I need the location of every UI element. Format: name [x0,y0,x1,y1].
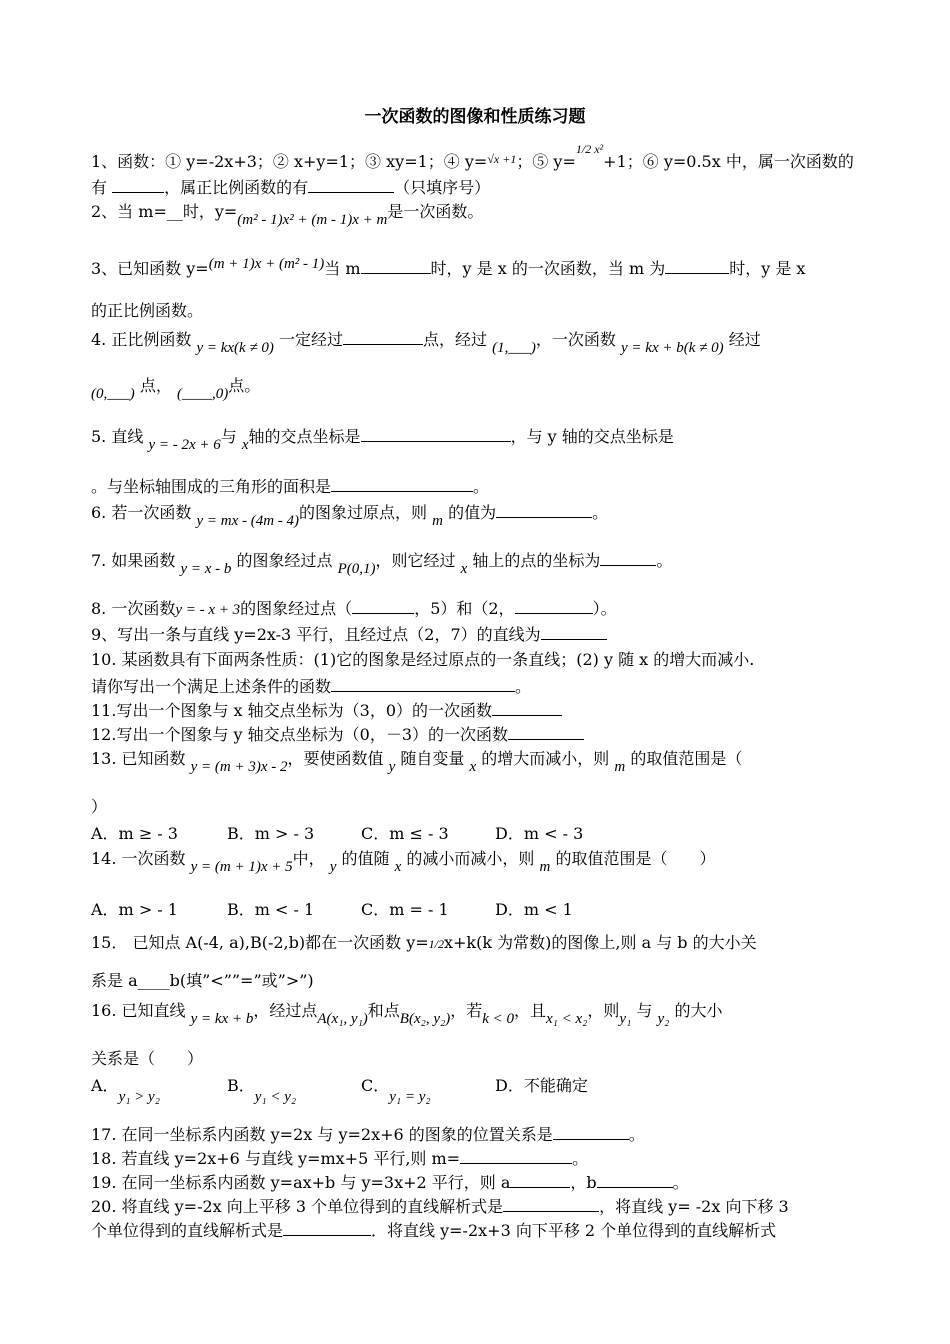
answer-blank[interactable] [308,177,394,193]
answer-blank[interactable] [510,1172,570,1188]
option-c[interactable]: C．y₁ = y₂ [361,1076,431,1105]
answer-blank[interactable] [553,1124,629,1140]
question-9: 9、写出一条与直线 y=2x-3 平行，且经过点（2，7）的直线为 [91,624,607,645]
answer-blank[interactable] [331,476,473,492]
page-title: 一次函数的图像和性质练习题 [364,107,586,127]
question-1-line-2: 有 ，属正比例函数的有 （只填序号） [91,178,491,197]
question-17: 17. 在同一坐标系内函数 y=2x 与 y=2x+6 的图象的位置关系是 。 [91,1125,645,1144]
question-16: 16. 已知直线 y = kx + b，经过点A(x₁, y₁)和点B(x₂, y₂)，若k < 0，且x₁ < x₂，则y₁ 与 y₂ 的大小 [91,1001,723,1027]
option-a[interactable]: A．y₁ > y₂ [91,1076,160,1105]
question-5-line-1: 5. 直线 y = - 2x + 6与 x轴的交点坐标是 ，与 y 轴的交点坐标是 [91,427,674,453]
question-13-options [91,824,583,844]
option-b[interactable]: B．y₁ < y₂ [227,1076,297,1105]
option-c[interactable]: C．m = - 1 [361,900,449,919]
question-18: 18. 若直线 y=2x+6 与直线 y=mx+5 平行,则 m= 。 [91,1149,589,1168]
question-1-line-1: 1、函数：① y=-2x+3；② x+y=1；③ xy=1；④ y=$^{√x +1}$；⑤ y=$^{1/2 x^2}$+1；⑥ y=0.5x 中，属一次函数的 [91,142,854,171]
answer-blank[interactable] [597,1172,673,1188]
answer-blank[interactable] [361,426,511,442]
option-c[interactable]: C．m ≤ - 3 [361,824,449,843]
question-13-close: ） [91,797,108,816]
question-10-line-1: 10. 某函数具有下面两条性质：(1)它的图象是经过原点的一条直线；(2) y 随 x 的增大而减小. [91,650,755,669]
question-19: 19. 在同一坐标系内函数 y=ax+b 与 y=3x+2 平行，则 a ，b 。 [91,1173,689,1192]
answer-blank[interactable] [331,676,515,692]
answer-blank[interactable] [665,258,729,274]
option-d[interactable]: D．m < 1 [495,900,573,919]
option-b[interactable]: B．m < - 1 [227,900,315,919]
question-20-line-1: 20. 将直线 y=-2x 向上平移 3 个单位得到的直线解析式是 ，将直线 y= -2x 向下移 3 [91,1197,789,1216]
question-13: 13. 已知函数 y = (m + 3)x - 2，要使函数值 y 随自变量 x 的增大而减小，则 m 的取值范围是（ [91,749,743,775]
answer-blank[interactable] [515,598,593,614]
question-10-line-2: 请你写出一个满足上述条件的函数 。 [91,677,532,696]
question-4-line-1: 4. 正比例函数 y = kx(k ≠ 0) 一定经过 点，经过 (1,___)，一次函数 y = kx + b(k ≠ 0) 经过 [91,330,761,356]
answer-blank[interactable] [496,502,592,518]
option-d[interactable]: D．不能确定 [495,1076,588,1095]
question-2: 2、当 m=__时，y=(m² - 1)x² + (m - 1)x + m是一次函数。 [91,202,484,228]
question-14-options [91,900,573,920]
question-20-line-2: 个单位得到的直线解析式是 ．将直线 y=-2x+3 向下平移 2 个单位得到的直线解析式 [91,1221,777,1240]
question-6: 6. 若一次函数 y = mx - (4m - 4)的图象过原点，则 m 的值为 。 [91,503,609,529]
question-16-line-2: 关系是（ ） [91,1049,204,1068]
question-15-line-2: 系是 a____b(填”<””=”或”>”) [91,971,314,990]
answer-blank[interactable] [541,624,607,640]
answer-blank[interactable] [460,1148,572,1164]
question-16-options [91,1076,588,1105]
answer-blank[interactable] [352,598,414,614]
answer-blank[interactable] [343,329,423,345]
answer-blank[interactable] [492,700,562,716]
question-7: 7. 如果函数 y = x - b 的图象经过点 P(0,1)，则它经过 x 轴上的点的坐标为 。 [91,551,673,577]
question-4-line-2: (0,___) 点， (____,0)点。 [91,376,261,402]
option-a[interactable]: A．m > - 1 [91,900,178,919]
option-a[interactable]: A．m ≥ - 3 [91,824,178,843]
question-3-line-1: 3、已知函数 y=(m + 1)x + (m² - 1)当 m 时，y 是 x 的一次函数，当 m 为 时，y 是 x [91,256,806,278]
answer-blank[interactable] [600,550,656,566]
answer-blank[interactable] [361,258,431,274]
question-3-line-2: 的正比例函数。 [91,301,204,320]
question-11: 11.写出一个图象与 x 轴交点坐标为（3，0）的一次函数 [91,700,562,721]
question-8: 8. 一次函数y = - x + 3的图象经过点（ ，5）和（2， ）。 [91,599,617,618]
question-5-line-2: 。与坐标轴围成的三角形的面积是 。 [91,477,490,496]
option-b[interactable]: B．m > - 3 [227,824,315,843]
question-12: 12.写出一个图象与 y 轴交点坐标为（0，－3）的一次函数 [91,724,584,745]
question-14: 14. 一次函数 y = (m + 1)x + 5中， y 的值随 x 的减小而减小，则 m 的取值范围是（ ） [91,849,716,875]
answer-blank[interactable] [503,1196,599,1212]
question-15-line-1: 15． 已知点 A(-4, a),B(-2,b)都在一次函数 y=1/2x+k(k 为常数)的图像上,则 a 与 b 的大小关 [91,933,757,952]
option-d[interactable]: D．m < - 3 [495,824,584,843]
answer-blank[interactable] [508,724,584,740]
answer-blank[interactable] [283,1220,371,1236]
answer-blank[interactable] [112,177,164,193]
